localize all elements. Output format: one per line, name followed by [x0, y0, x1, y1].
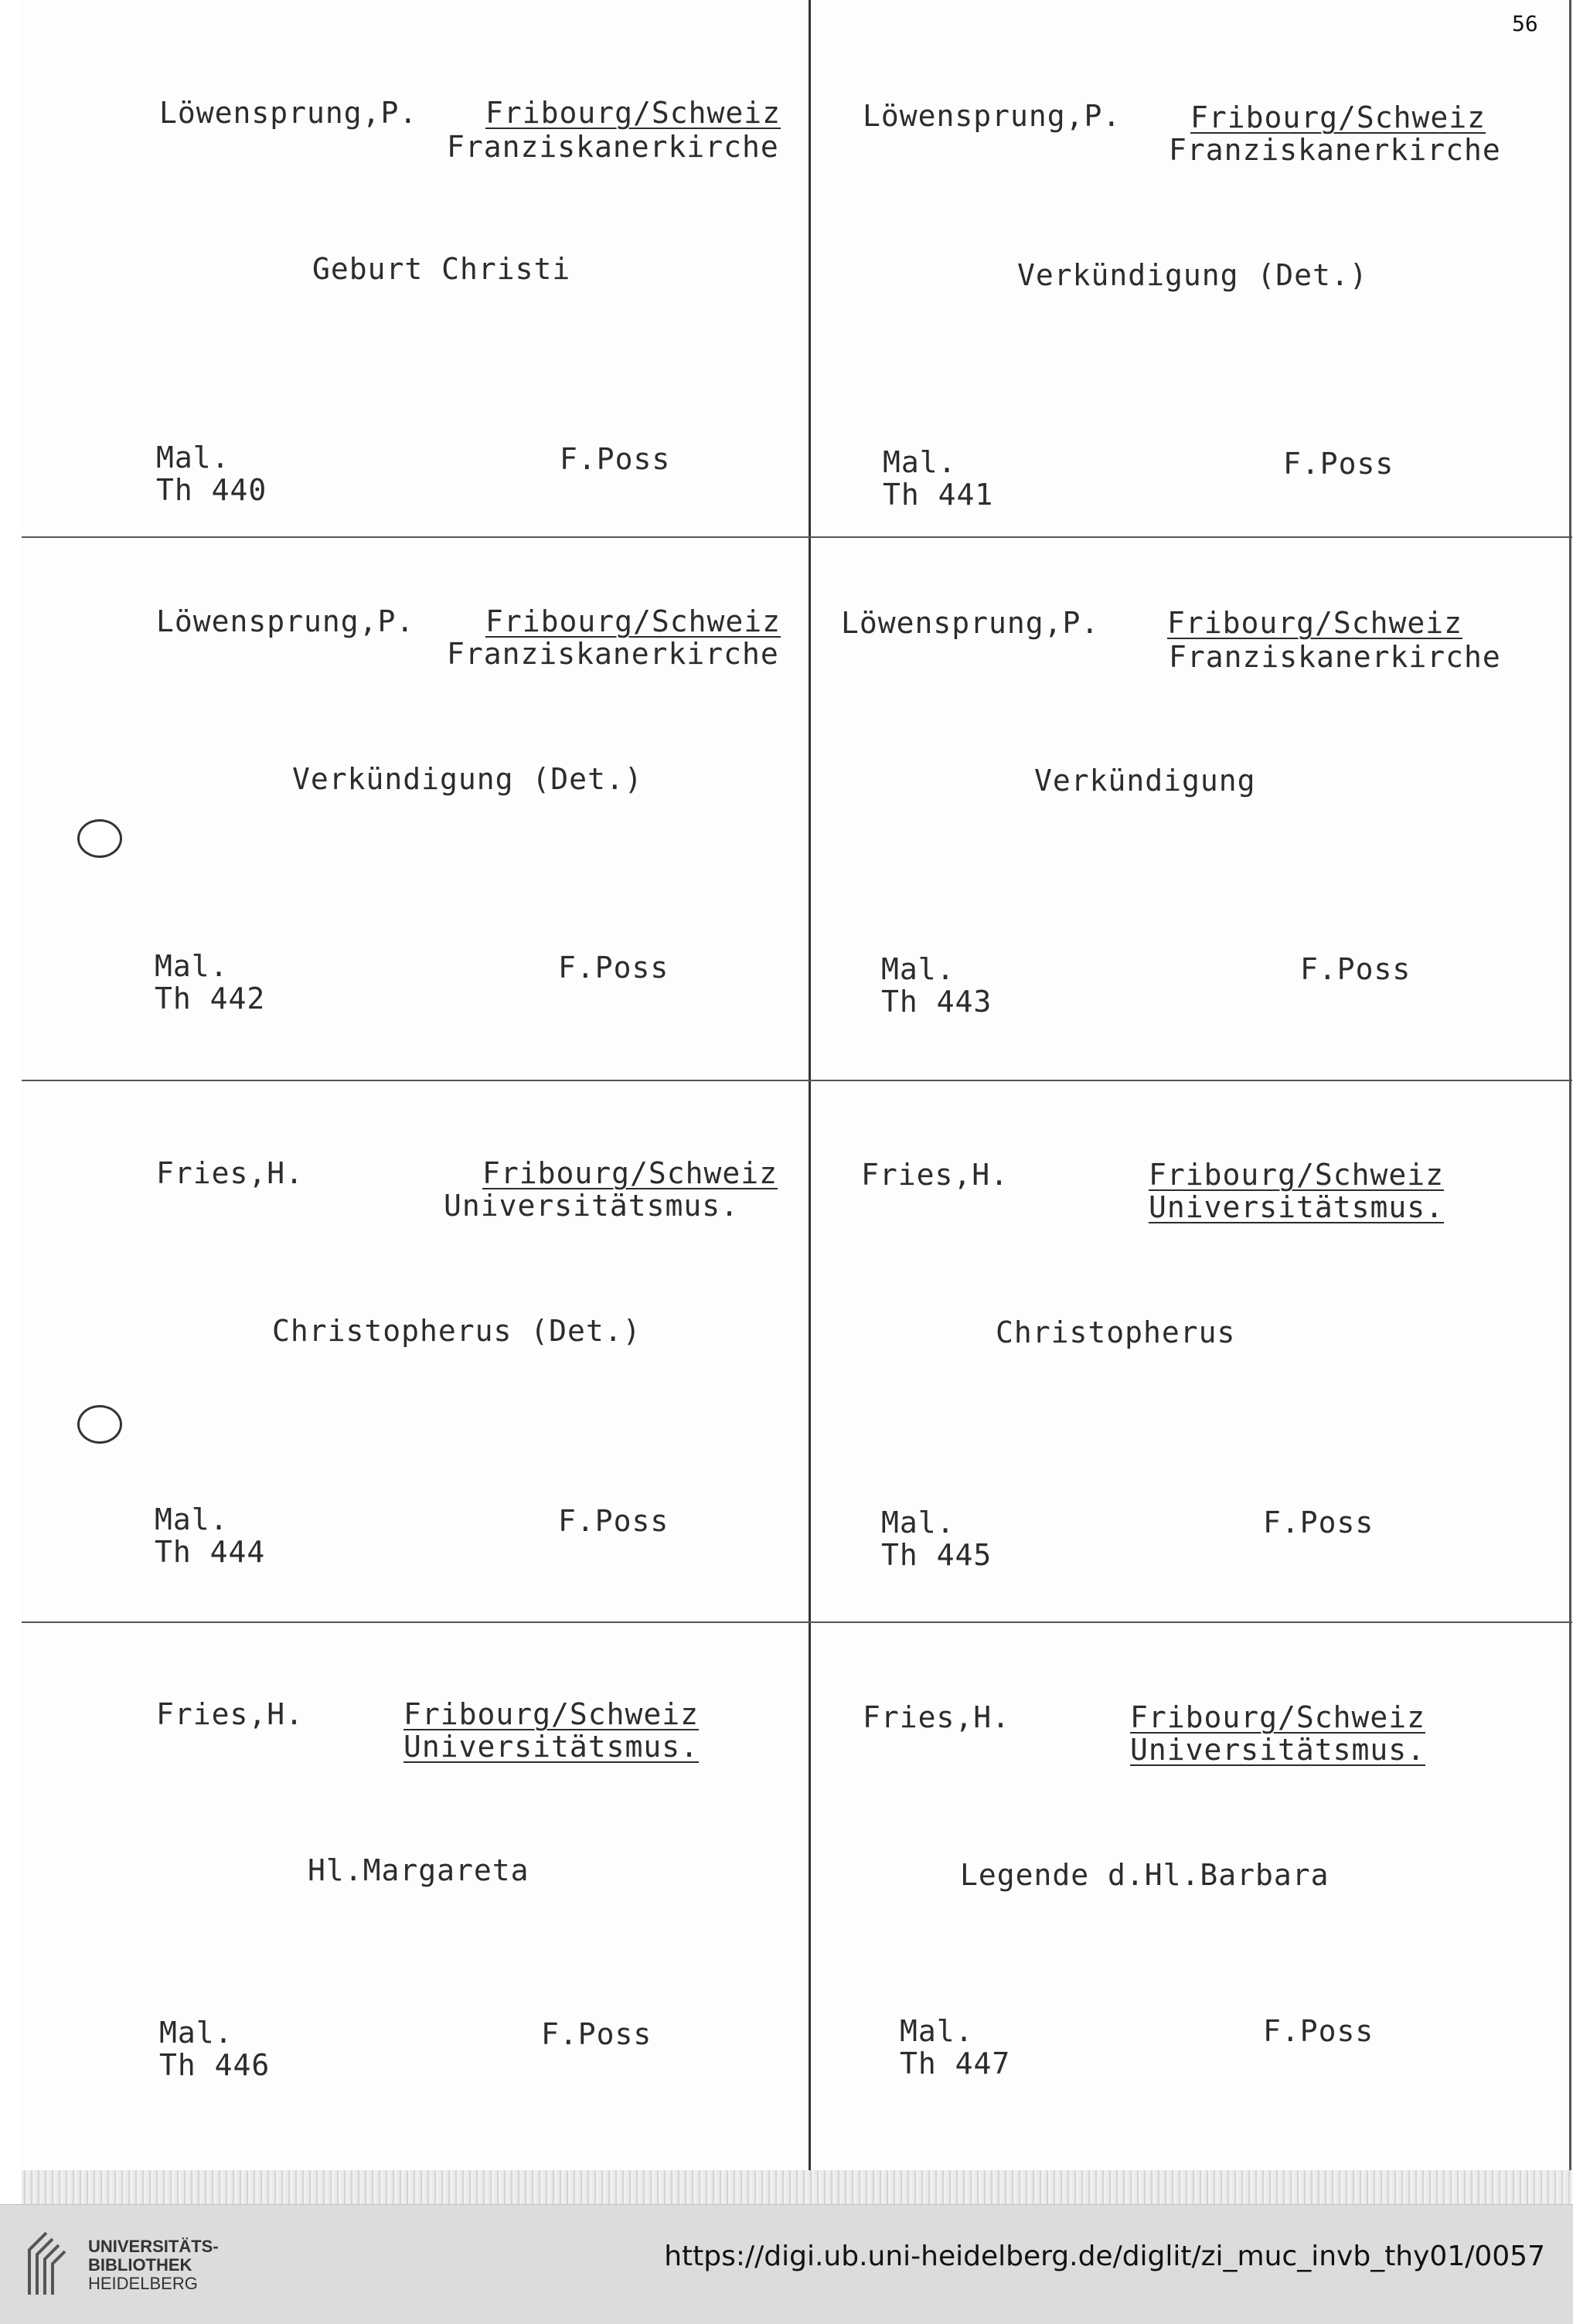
artist-name: Löwensprung,P.: [156, 604, 415, 638]
artist-name: Fries,H.: [156, 1156, 305, 1190]
artist-name: Fries,H.: [156, 1697, 305, 1731]
punch-hole: [77, 819, 122, 858]
location: Franziskanerkirche: [447, 130, 779, 164]
artist-name: Löwensprung,P.: [863, 99, 1122, 133]
city: Fribourg/Schweiz: [1130, 1700, 1426, 1734]
city: Fribourg/Schweiz: [482, 1156, 778, 1190]
logo-line: BIBLIOTHEK: [88, 2255, 192, 2275]
artwork-title: Geburt Christi: [312, 252, 571, 286]
city: Fribourg/Schweiz: [485, 96, 781, 130]
city: Fribourg/Schweiz: [1167, 606, 1463, 640]
inventory-number: Th 442: [155, 982, 266, 1016]
location: Universitätsmus.: [1149, 1190, 1445, 1224]
category: Mal.: [883, 445, 957, 479]
location: Universitätsmus.: [403, 1730, 700, 1764]
photographer: F.Poss: [1300, 952, 1411, 986]
inventory-number: Th 441: [883, 478, 994, 512]
artist-name: Löwensprung,P.: [841, 606, 1100, 640]
punch-hole: [77, 1405, 122, 1444]
library-logo-text: [88, 2237, 219, 2293]
logo-line: HEIDELBERG: [88, 2274, 198, 2293]
artwork-title: Legende d.Hl.Barbara: [960, 1858, 1330, 1892]
column-divider: [809, 0, 811, 2170]
category: Mal.: [881, 952, 955, 986]
inventory-number: Th 447: [900, 2047, 1011, 2081]
photographer: F.Poss: [1283, 447, 1394, 481]
inventory-number: Th 440: [156, 473, 267, 507]
category: Mal.: [155, 949, 229, 983]
photographer: F.Poss: [558, 951, 669, 985]
row-divider: [22, 536, 1572, 538]
artist-name: Fries,H.: [863, 1700, 1011, 1734]
category: Mal.: [900, 2014, 974, 2048]
city: Fribourg/Schweiz: [485, 604, 781, 638]
sheet-edge: [1569, 0, 1571, 2170]
location: Universitätsmus.: [1130, 1733, 1426, 1767]
category: Mal.: [159, 2016, 233, 2050]
artwork-title: Christopherus: [996, 1315, 1236, 1349]
inventory-number: Th 444: [155, 1535, 266, 1569]
city: Fribourg/Schweiz: [1149, 1158, 1445, 1192]
location: Franziskanerkirche: [1169, 133, 1501, 167]
photographer: F.Poss: [1263, 2014, 1374, 2048]
viewer-footer: [0, 2204, 1573, 2324]
artwork-title: Verkündigung (Det.): [292, 762, 643, 796]
row-divider: [22, 1621, 1572, 1623]
page-number: 56: [1512, 11, 1538, 36]
logo-line: UNIVERSITÄTS-: [88, 2237, 219, 2256]
location: Franziskanerkirche: [447, 637, 779, 671]
index-card-sheet: [22, 0, 1572, 2173]
city: Fribourg/Schweiz: [403, 1697, 700, 1731]
inventory-number: Th 443: [881, 985, 992, 1019]
artwork-title: Hl.Margareta: [308, 1853, 529, 1887]
category: Mal.: [881, 1506, 955, 1540]
scan-edge-strip: [22, 2170, 1572, 2204]
library-logo-icon: [23, 2227, 70, 2301]
location: Franziskanerkirche: [1169, 640, 1501, 674]
category: Mal.: [155, 1502, 229, 1536]
artwork-title: Verkündigung: [1034, 764, 1256, 798]
artwork-title: Christopherus (Det.): [272, 1314, 642, 1348]
category: Mal.: [156, 441, 230, 475]
inventory-number: Th 445: [881, 1538, 992, 1572]
photographer: F.Poss: [558, 1504, 669, 1538]
location: Universitätsmus.: [444, 1189, 740, 1223]
artist-name: Fries,H.: [861, 1158, 1010, 1192]
artwork-title: Verkündigung (Det.): [1017, 258, 1368, 292]
photographer: F.Poss: [1263, 1506, 1374, 1540]
city: Fribourg/Schweiz: [1190, 100, 1486, 134]
artist-name: Löwensprung,P.: [159, 96, 418, 130]
photographer: F.Poss: [560, 442, 671, 476]
permalink-url[interactable]: https://digi.ub.uni-heidelberg.de/diglit/zi_muc_invb_thy01/0057: [664, 2241, 1545, 2272]
photographer: F.Poss: [541, 2017, 652, 2051]
inventory-number: Th 446: [159, 2048, 271, 2082]
row-divider: [22, 1080, 1572, 1081]
